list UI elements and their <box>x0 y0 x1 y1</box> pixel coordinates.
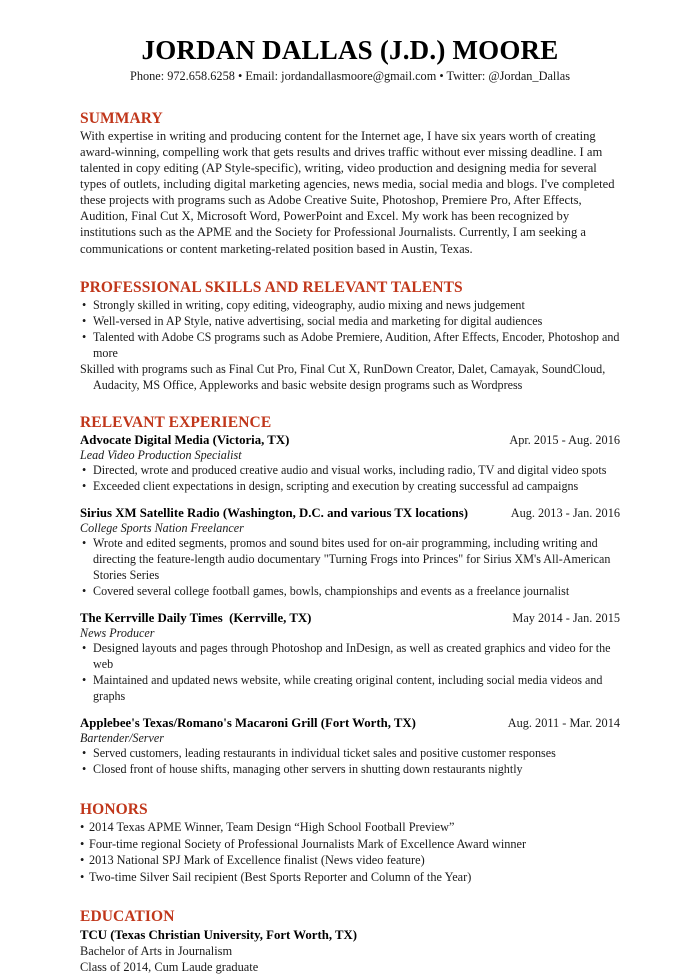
experience-entry <box>80 433 620 495</box>
list-item: • Talented with Adobe CS programs such as Adobe Premiere, Audition, After Effects, Encoder, Photoshop and more <box>80 329 620 361</box>
section-heading-honors: HONORS <box>80 800 148 818</box>
summary-paragraph: With expertise in writing and producing content for the Internet age, I have six years worth of creating award-winning, compelling work that gets results and drives traffic without ever missing deadline. I am talented in copy editing (AP Style-specific), writing, video production and designing media for several types of outlets, including digital marketing agencies, news media, social media and blogs. I've completed these projects with programs such as Adobe Creative Suite, Photoshop, Premiere Pro, After Effects, Audition, Final Cut X, Microsoft Word, PowerPoint and Excel. My work has been recognized by institutions such as the APME and the Society for Professional Journalists. Currently, I am seeking a communications or content marketing-related position based in Austin, Texas. <box>80 129 615 256</box>
list-item: • Well-versed in AP Style, native advertising, social media and marketing for digital audiences <box>80 313 620 329</box>
list-item: • Maintained and updated news website, while creating original content, including social media videos and graphs <box>80 673 620 705</box>
job-bullets <box>80 746 620 778</box>
experience-entry <box>80 716 620 778</box>
job-header <box>80 433 620 448</box>
list-item: Skilled with programs such as Final Cut Pro, Final Cut X, RunDown Creator, Dalet, Camayak, SoundCloud, Audacity, MS Office, Appleworks and basic website design programs such as Wordpress <box>80 362 606 393</box>
section-heading-experience: RELEVANT EXPERIENCE <box>80 414 272 432</box>
list-item: • Covered several college football games, bowls, championships and events as a freelance journalist <box>80 584 620 600</box>
job-dates: Aug. 2013 - Jan. 2016 <box>510 505 620 520</box>
list-item: • Exceeded client expectations in design, scripting and execution by creating successful ad campaigns <box>80 479 620 495</box>
job-title: Sirius XM Satellite Radio (Washington, D.C. and various TX locations) <box>80 505 468 520</box>
job-header <box>80 716 620 731</box>
education-class: Class of 2014, Cum Laude graduate <box>80 960 259 975</box>
resume-content <box>80 36 620 975</box>
list-item: • Closed front of house shifts, managing other servers in shutting down restaurants nightly <box>80 762 620 778</box>
job-bullets <box>80 536 620 599</box>
list-item: • 2013 National SPJ Mark of Excellence finalist (News video feature) <box>80 852 620 869</box>
job-bullets <box>80 463 620 495</box>
job-title: Advocate Digital Media (Victoria, TX) <box>80 432 290 447</box>
experience-entry <box>80 506 620 600</box>
section-heading-education: EDUCATION <box>80 908 175 926</box>
education-degree: Bachelor of Arts in Journalism <box>80 944 233 959</box>
contact-line: Phone: 972.658.6258 • Email: jordandallasmoore@gmail.com • Twitter: @Jordan_Dallas <box>130 68 570 83</box>
job-title: The Kerrville Daily Times (Kerrville, TX) <box>80 610 312 625</box>
list-item: • Strongly skilled in writing, copy editing, videography, audio mixing and news judgement <box>80 297 620 313</box>
job-dates: Apr. 2015 - Aug. 2016 <box>509 432 620 447</box>
education-school: TCU (Texas Christian University, Fort Worth, TX) <box>80 927 358 942</box>
job-role: Lead Video Production Specialist <box>80 447 242 462</box>
list-item: • Directed, wrote and produced creative audio and visual works, including radio, TV and digital video spots <box>80 463 620 479</box>
skills-list <box>80 297 620 393</box>
experience-entry <box>80 611 620 705</box>
list-item: • Four-time regional Society of Professional Journalists Mark of Excellence Award winner <box>80 836 620 853</box>
job-role: College Sports Nation Freelancer <box>80 520 244 535</box>
honors-list <box>80 819 620 885</box>
job-header <box>80 506 620 521</box>
job-bullets <box>80 641 620 704</box>
list-item: • 2014 Texas APME Winner, Team Design “High School Football Preview” <box>80 819 620 836</box>
job-role: Bartender/Server <box>80 730 164 745</box>
job-role: News Producer <box>80 625 155 640</box>
job-dates: Aug. 2011 - Mar. 2014 <box>507 715 620 730</box>
job-header <box>80 611 620 626</box>
section-heading-skills: PROFESSIONAL SKILLS AND RELEVANT TALENTS <box>80 278 463 296</box>
list-item: • Designed layouts and pages through Photoshop and InDesign, as well as created graphics and video for the web <box>80 641 620 673</box>
list-item: • Served customers, leading restaurants in individual ticket sales and positive customer responses <box>80 746 620 762</box>
job-title: Applebee's Texas/Romano's Macaroni Grill (Fort Worth, TX) <box>80 715 416 730</box>
list-item: • Two-time Silver Sail recipient (Best Sports Reporter and Column of the Year) <box>80 869 620 886</box>
candidate-name: JORDAN DALLAS (J.D.) MOORE <box>141 35 559 65</box>
list-item: • Wrote and edited segments, promos and sound bites used for on-air programming, including writing and directing the feature-length audio documentary "Turning Frogs into Princes" for Sirius XM's All-American Stories Series <box>80 536 620 583</box>
section-heading-summary: SUMMARY <box>80 109 163 127</box>
job-dates: May 2014 - Jan. 2015 <box>512 610 620 625</box>
